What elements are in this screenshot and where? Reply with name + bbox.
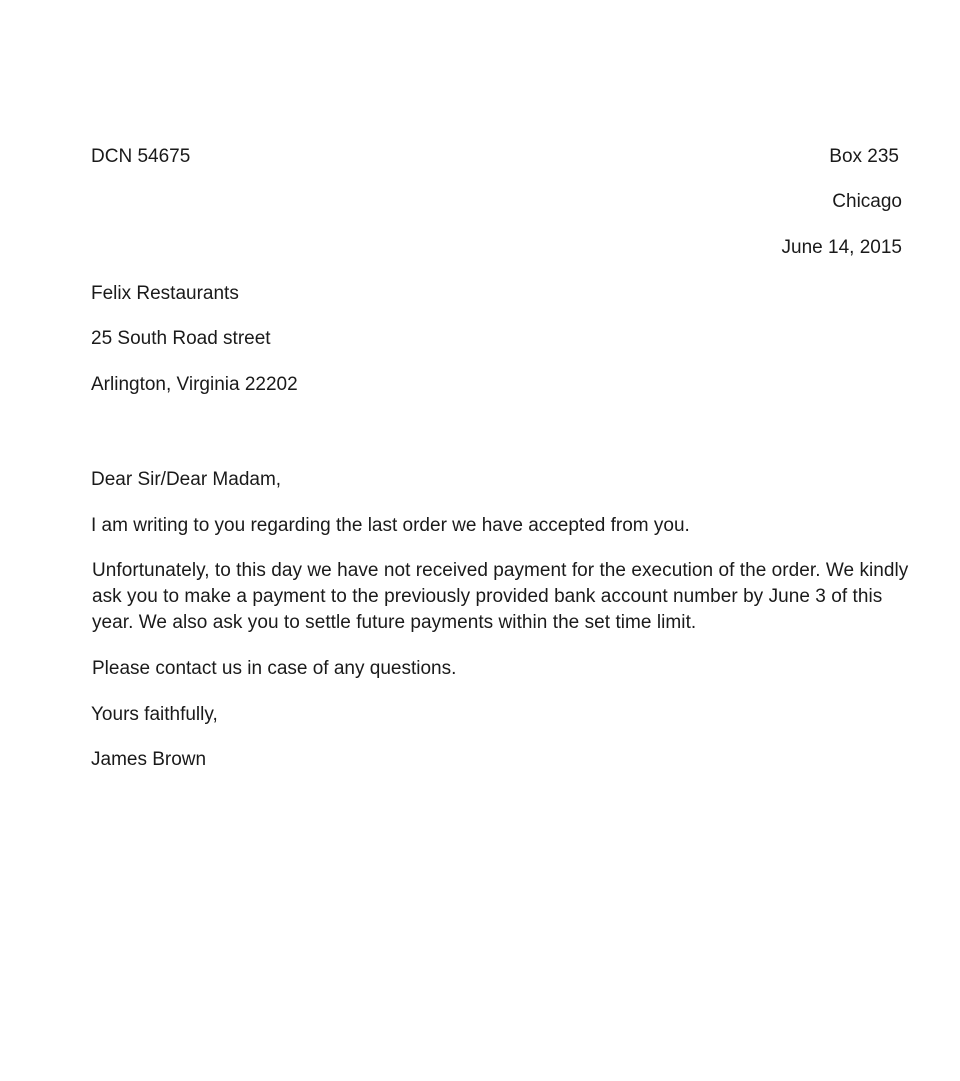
recipient-city-state-zip: Arlington, Virginia 22202 [91, 374, 298, 395]
signature-name: James Brown [91, 749, 207, 770]
reference-number: DCN 54675 [91, 146, 191, 167]
salutation: Dear Sir/Dear Madam, [91, 469, 282, 490]
recipient-street: 25 South Road street [91, 328, 271, 349]
body-paragraph-1: I am writing to you regarding the last order we have accepted from you. [91, 515, 690, 536]
body-paragraph-3: Please contact us in case of any questions. [92, 658, 457, 679]
closing: Yours faithfully, [91, 704, 218, 725]
sender-city: Chicago [832, 191, 902, 212]
letter-date: June 14, 2015 [781, 237, 902, 258]
sender-box: Box 235 [829, 146, 899, 167]
recipient-name: Felix Restaurants [91, 283, 239, 304]
body-paragraph-2: Unfortunately, to this day we have not received payment for the execution of the order. We kindly ask you to make a payment to the previously provided bank account number by June 3 of this year. We also ask you to settle future payments within the set time limit. [92, 560, 909, 633]
